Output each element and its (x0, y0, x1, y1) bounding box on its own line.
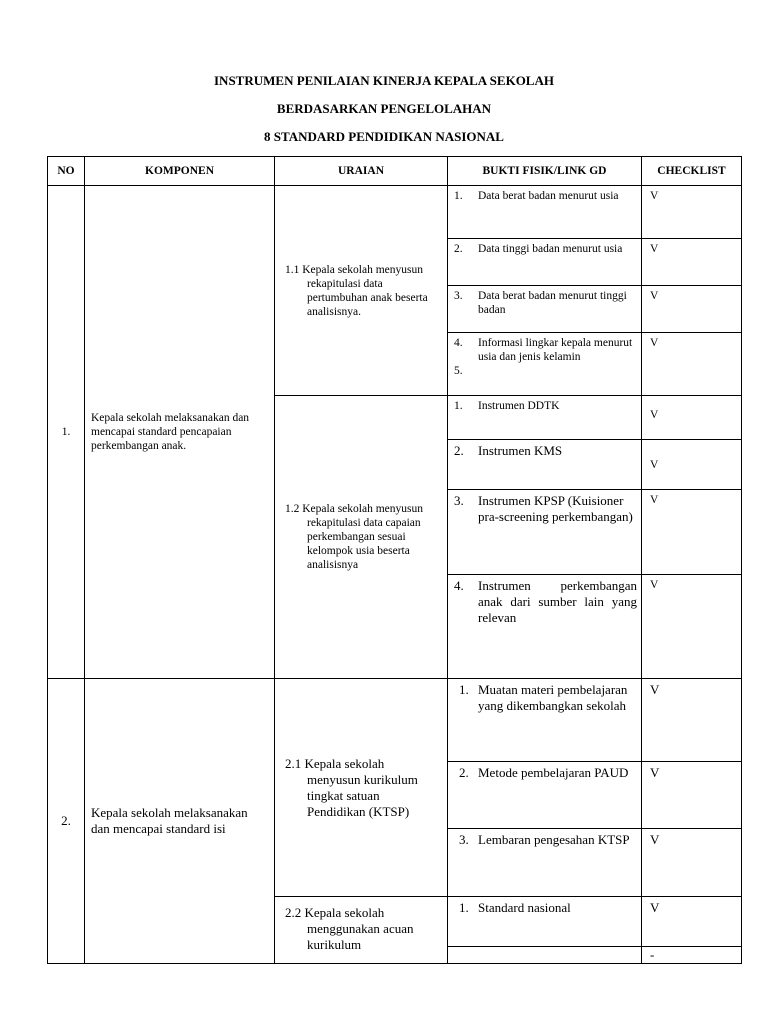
bukti-cell (448, 490, 642, 575)
bukti-num: 5. (454, 365, 463, 377)
checklist-cell: V (642, 490, 742, 575)
bukti-text: Instrumen KMS (478, 443, 563, 458)
table-row (48, 186, 742, 239)
bukti-cell (448, 333, 642, 396)
bukti-cell (448, 947, 642, 964)
bukti-num: 1. (459, 682, 469, 697)
bukti-num: 2. (459, 765, 469, 780)
checklist-cell: V (642, 762, 742, 829)
bukti-num: 1. (459, 900, 469, 915)
bukti-text: Data berat badan menurut tinggi badan (478, 290, 627, 316)
bukti-cell (448, 396, 642, 440)
bukti-text: Lembaran pengesahan KTSP (478, 832, 630, 847)
checklist-cell: V (642, 440, 742, 490)
bukti-cell (448, 575, 642, 679)
bukti-num: 2. (454, 443, 464, 458)
bukti-text: Informasi lingkar kepala menurut usia dan jenis kelamin (478, 337, 633, 363)
checklist-cell: V (642, 396, 742, 440)
section-no-text: 1. (61, 426, 71, 438)
section-1-komponen: Kepala sekolah melaksanakan dan mencapai standard pencapaian perkembangan anak. (85, 186, 275, 679)
bukti-cell (448, 239, 642, 286)
bukti-text: Standard nasional (478, 900, 571, 915)
bukti-num: 4. (454, 578, 464, 593)
bukti-text: Instrumen DDTK (478, 400, 560, 412)
section-2-komponen: Kepala sekolah melaksanakan dan mencapai standard isi (85, 679, 275, 964)
bukti-cell (448, 186, 642, 239)
bukti-cell (448, 897, 642, 947)
bukti-cell (448, 829, 642, 897)
checklist-cell: V (642, 186, 742, 239)
checklist-cell: V (642, 333, 742, 396)
checklist-cell: V (642, 829, 742, 897)
checklist-cell: V (642, 897, 742, 947)
bukti-num: 3. (459, 832, 469, 847)
header-uraian: URAIAN (275, 157, 448, 186)
bukti-cell (448, 440, 642, 490)
uraian-text: 1.2 Kepala sekolah menyusun rekapitulasi data capaian perkembangan sesuai kelompok usia beserta analisisnya (285, 503, 423, 571)
table-row (48, 679, 742, 762)
header-komponen: KOMPONEN (85, 157, 275, 186)
uraian-text: 2.2 Kepala sekolah menggunakan acuan kurikulum (285, 905, 414, 952)
bukti-num: 2. (454, 243, 463, 255)
bukti-num: 3. (454, 290, 463, 302)
header-no: NO (48, 157, 85, 186)
bukti-cell (448, 679, 642, 762)
uraian-text: 2.1 Kepala sekolah menyusun kurikulum tingkat satuan Pendidikan (KTSP) (285, 755, 418, 819)
uraian-2-1 (275, 679, 448, 897)
assessment-table (47, 156, 742, 964)
doc-title-line3: 8 STANDARD PENDIDIKAN NASIONAL (264, 129, 504, 144)
doc-title-line2: BERDASARKAN PENGELOLAHAN (276, 101, 492, 116)
bukti-num: 4. (454, 337, 463, 349)
bukti-text: Data tinggi badan menurut usia (478, 243, 623, 255)
checklist-cell: - (642, 947, 742, 964)
bukti-text: Instrumen KPSP (Kuisioner pra-screening perkembangan) (478, 493, 633, 524)
bukti-text: Metode pembelajaran PAUD (478, 765, 629, 780)
uraian-1-2 (275, 396, 448, 679)
bukti-cell (448, 286, 642, 333)
bukti-num: 1. (454, 400, 463, 412)
header-checklist: CHECKLIST (642, 157, 742, 186)
bukti-text: Muatan materi pembelajaran yang dikembangkan sekolah (478, 682, 628, 713)
table-header-row (48, 157, 742, 186)
section-no-text: 2. (61, 813, 71, 828)
bukti-num: 1. (454, 190, 463, 202)
uraian-1-1 (275, 186, 448, 396)
bukti-num: 3. (454, 493, 464, 508)
checklist-cell: V (642, 679, 742, 762)
bukti-text: Instrumen perkembangan anak dari sumber lain yang relevan (478, 578, 637, 625)
bukti-text: Data berat badan menurut usia (478, 190, 619, 202)
uraian-text: 1.1 Kepala sekolah menyusun rekapitulasi data pertumbuhan anak beserta analisisnya. (285, 263, 428, 318)
checklist-cell: V (642, 575, 742, 679)
uraian-2-2 (275, 897, 448, 964)
bukti-cell (448, 762, 642, 829)
section-2-no (48, 679, 85, 964)
section-1-no (48, 186, 85, 679)
checklist-cell: V (642, 239, 742, 286)
doc-title-line1: INSTRUMEN PENILAIAN KINERJA KEPALA SEKOLAH (214, 73, 554, 88)
header-bukti: BUKTI FISIK/LINK GD (448, 157, 642, 186)
checklist-cell: V (642, 286, 742, 333)
